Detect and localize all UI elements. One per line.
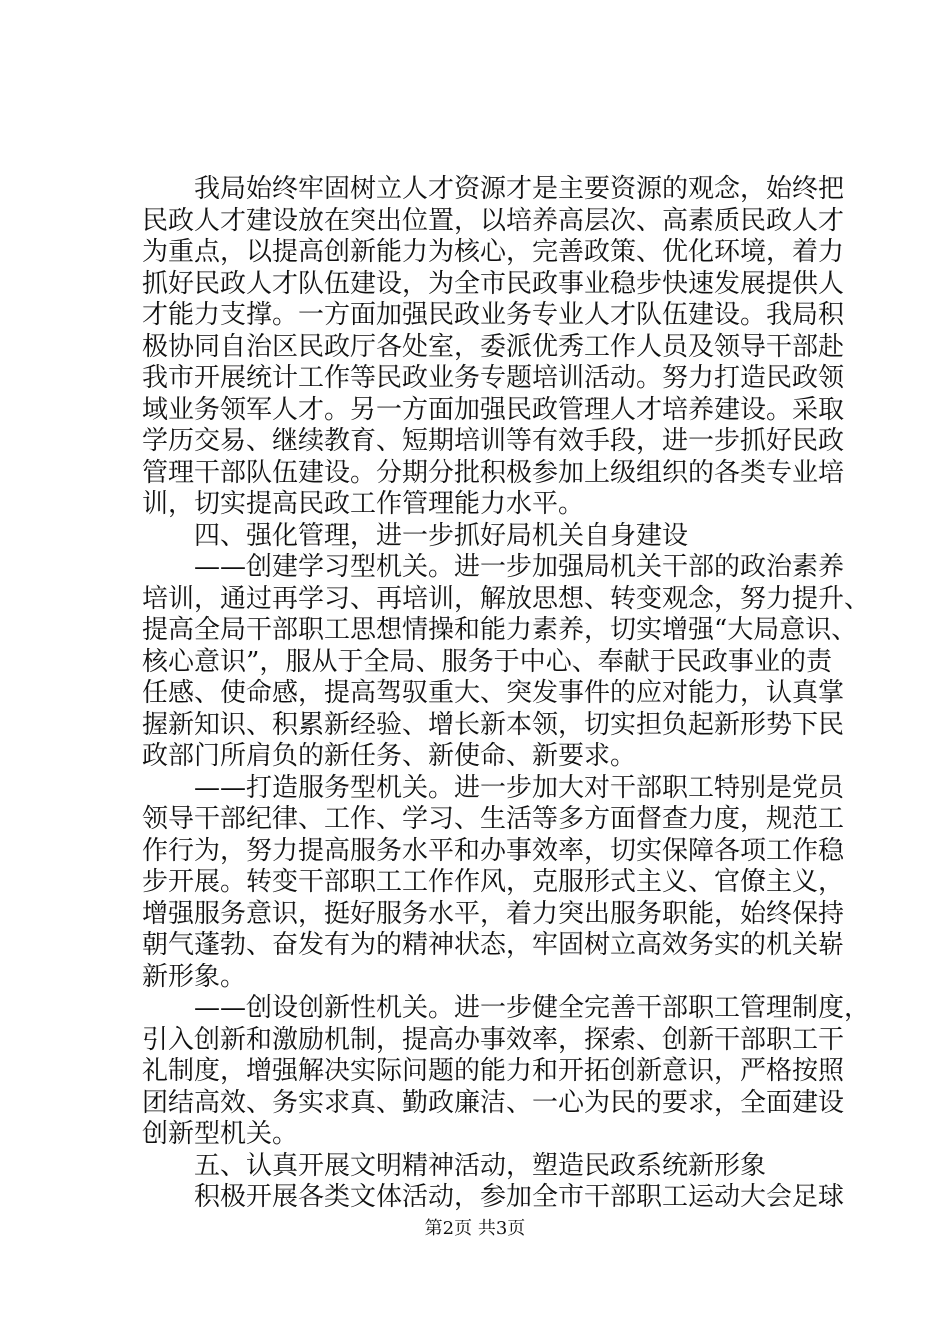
text-line: 新形象。 [142,961,247,992]
body-text [142,174,871,1214]
text-line: 增强服务意识，挺好服务水平，着力突出服务职能，始终保持 [142,898,845,929]
text-line: 为重点，以提高创新能力为核心，完善政策、优化环境，着力 [142,237,845,267]
text-line: 步开展。转变干部职工工作作风，克服形式主义、官僚主义， [142,867,845,897]
text-line: 任感、使命感，提高驾驭重大、突发事件的应对能力，认真掌 [142,678,845,708]
text-line: 创新型机关。 [142,1119,299,1149]
text-line: 训，切实提高民政工作管理能力水平。 [142,489,585,519]
text-line: 政部门所肩负的新任务、新使命、新要求。 [142,741,637,771]
text-line: 我市开展统计工作等民政业务专题培训活动。努力打造民政领 [142,363,845,393]
text-line: 握新知识、积累新经验、增长新本领，切实担负起新形势下民 [142,709,845,740]
section-heading: 五、认真开展文明精神活动，塑造民政系统新形象 [142,1150,767,1181]
text-line: ——创设创新性机关。进一步健全完善干部职工管理制度， [142,993,871,1023]
text-line: 管理干部队伍建设。分期分批积极参加上级组织的各类专业培 [142,457,845,488]
text-line: 抓好民政人才队伍建设，为全市民政事业稳步快速发展提供人 [142,268,845,299]
text-line: 团结高效、务实求真、勤政廉洁、一心为民的要求，全面建设 [142,1087,845,1118]
text-line: 作行为，努力提高服务水平和办事效率，切实保障各项工作稳 [142,835,845,866]
text-line: 域业务领军人才。另一方面加强民政管理人才培养建设。采取 [142,394,845,425]
text-line: 引入创新和激励机制，提高办事效率，探索、创新干部职工干 [142,1024,845,1055]
text-line: 极协同自治区民政厅各处室，委派优秀工作人员及领导干部赴 [142,331,845,362]
text-line: 学历交易、继续教育、短期培训等有效手段，进一步抓好民政 [142,426,845,456]
text-line: 培训，通过再学习、再培训，解放思想、转变观念，努力提升、 [142,583,871,614]
text-line: 我局始终牢固树立人才资源才是主要资源的观念，始终把 [142,174,845,204]
text-line: 积极开展各类文体活动，参加全市干部职工运动大会足球 [142,1182,845,1212]
text-line: 朝气蓬勃、奋发有为的精神状态，牢固树立高效务实的机关崭 [142,930,845,960]
text-line: 才能力支撑。一方面加强民政业务专业人才队伍建设。我局积 [142,300,845,330]
text-line: 礼制度，增强解决实际问题的能力和开拓创新意识，严格按照 [142,1056,845,1086]
text-line: ——创建学习型机关。进一步加强局机关干部的政治素养 [142,552,845,582]
text-line: 领导干部纪律、工作、学习、生活等多方面督查力度，规范工 [142,804,845,834]
text-line: 民政人才建设放在突出位置，以培养高层次、高素质民政人才 [142,205,845,236]
text-line: ——打造服务型机关。进一步加大对干部职工特别是党员 [142,772,845,803]
text-line: 提高全局干部职工思想情操和能力素养，切实增强“大局意识、 [142,615,858,645]
section-heading: 四、强化管理，进一步抓好局机关自身建设 [142,520,689,551]
text-line: 核心意识”，服从于全局、服务于中心、奉献于民政事业的责 [142,646,832,677]
page-footer: 第2页 共3页 [424,1218,526,1239]
